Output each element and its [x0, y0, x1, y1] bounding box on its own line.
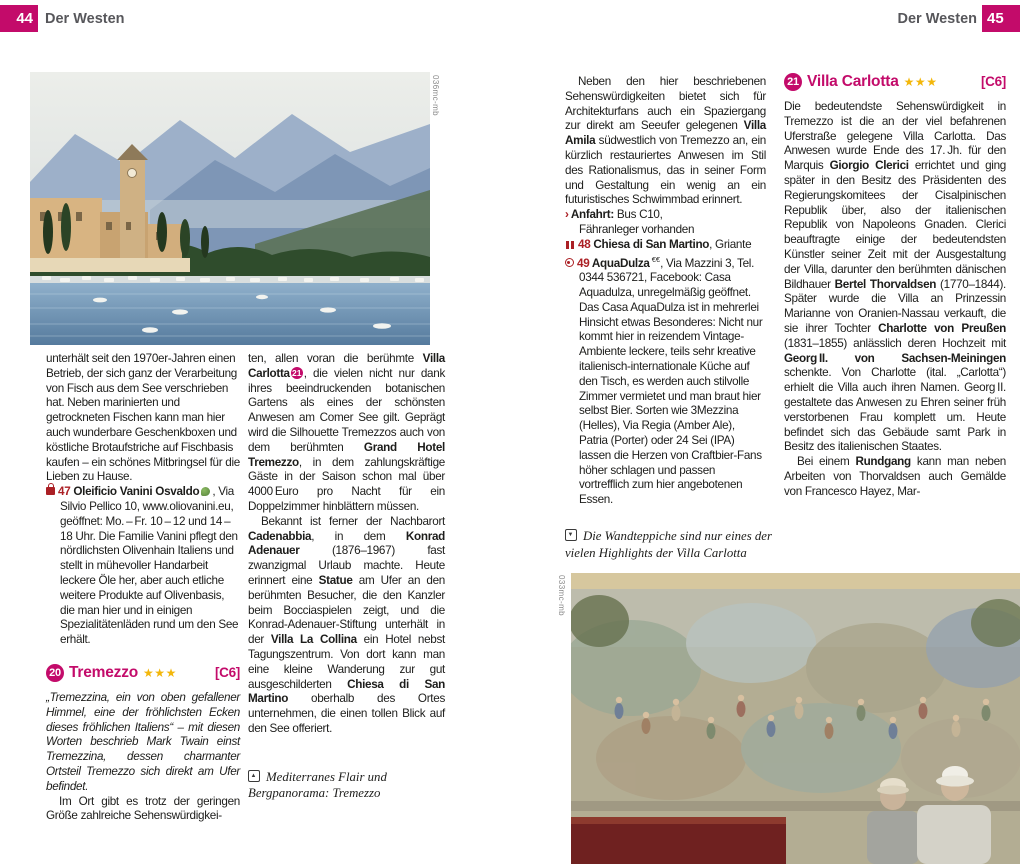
rating-stars: ★★★ — [143, 665, 177, 680]
text-run: Im Ort gibt es trotz der geringen Größe zahlreiche Sehenswürdigkei- — [46, 794, 240, 823]
text-run: Oleificio Vanini Osvaldo — [73, 485, 200, 499]
map-grid-ref: [C6] — [214, 664, 240, 680]
flower-icon — [201, 487, 210, 496]
shopping-bag-icon — [46, 487, 55, 495]
text-run: Villa Carlotta — [248, 352, 445, 380]
text-run: ten, allen voran die berühmte — [248, 352, 423, 365]
text-run: Bekannt ist ferner der Nachbarort — [261, 514, 445, 528]
poi-listing — [565, 253, 766, 508]
paragraph — [565, 75, 766, 208]
text-run: , in dem zahlungskräftige Gäste in der Saison schon mal über 4000 Euro pro Nacht für ein Doppelzimmer hinblättern müssen. — [248, 455, 445, 513]
paragraph — [46, 691, 240, 795]
text-run: Villa La Collina — [270, 633, 357, 647]
text-run: Fähranleger vorhanden — [579, 222, 695, 236]
tapestry-scene-illustration — [571, 573, 1020, 864]
section-heading — [784, 73, 1006, 91]
running-header-right: Der Westen — [897, 11, 977, 27]
text-run: AquaDulza — [591, 256, 650, 270]
lake-scene-illustration — [30, 72, 430, 345]
text-run: Bus C10, — [613, 208, 663, 222]
left-column-1 — [46, 352, 240, 824]
page-number-left: 44 — [0, 5, 38, 32]
text-run: „Tremezzina, ein von oben gefallener Himmel, eine der fröhlichsten Ecken dieses fröhlichen Italiens“ – mit diesen Worten beschrieb Mark Twain einst Tremezzina, dessen charmanter Ortsteil Tremezzo sich direkt am Ufer befindet. — [46, 690, 240, 793]
text-run: oberhalb des Ortes unternehmen, die einen tollen Blick auf den See offeriert. — [248, 692, 445, 735]
paragraph — [46, 352, 240, 485]
chevron-icon: › — [565, 208, 569, 222]
section-title: Tremezzo — [69, 663, 139, 681]
text-run: Statue — [318, 573, 353, 587]
text-run: , Griante — [709, 237, 752, 251]
caption-up-icon — [248, 770, 260, 782]
caption-down-icon — [565, 529, 577, 541]
photo-caption — [565, 528, 779, 561]
section-title: Villa Carlotta — [807, 72, 899, 90]
text-run: , in dem — [311, 529, 406, 543]
text-run: (1831–1855) anlässlich deren Hochzeit mit — [784, 336, 1006, 350]
middle-caption — [565, 528, 779, 561]
section-number-badge: 20 — [46, 664, 64, 682]
text-run: , die vielen nicht nur dank ihres beeindruckenden botanischen Gartens als eines der schönsten Anwesen am Comer See gilt. Geprägt wird die Silhouette Tremezzos auch von dem berühmten — [248, 366, 445, 454]
paragraph — [784, 455, 1006, 499]
text-run: südwestlich von Tremezzo an, ein kürzlich restauriertes Anwesen im Stil des Rationalismus, das in seiner Form und Gestaltung ein wenig an ein futuristisches Schwimmbad erinnert. — [565, 134, 766, 207]
text-run: Neben den hier beschriebenen Sehenswürdigkeiten bietet sich für Architekturfans auch ein Spaziergang zur direkt am Seeufer gelegenen — [565, 75, 766, 133]
text-run: Die Wandteppiche sind nur eines der vielen Highlights der Villa Carlotta — [565, 529, 772, 560]
text-run: Konrad Adenauer — [248, 529, 445, 558]
text-run: Grand Hotel Tremezzo — [248, 440, 445, 469]
text-run: Anfahrt: — [570, 208, 614, 222]
rating-stars: ★★★ — [903, 74, 938, 89]
text-run: (1876–1967) fast zwanzigmal Urlaub machte. Heute erinnert eine — [248, 544, 445, 587]
text-run: ein Hotel nebst Tagungszentrum. Von dort kann man eine kleine Wanderung zur gut ausgeschilderten — [248, 633, 445, 691]
paragraph — [46, 795, 240, 825]
left-column-2 — [248, 352, 445, 802]
section-heading — [46, 664, 240, 682]
paragraph — [248, 515, 445, 737]
page-number-right: 45 — [982, 5, 1020, 32]
text-run: errichtet und ging später in den Besitz des Präsidenten des Regierungskomitees der Cisalpinischen Republik über, also der italienischen Republik von Napoleons Gnaden. Clerici beauftragte einige der bedeutendsten Künstler seiner Zeit mit der Ausgestaltung der Villa, darunter den berühmten dänischen Bildhauer — [784, 159, 1007, 291]
photo-credit-lake: 036mc-mb — [431, 75, 440, 116]
running-header-left: Der Westen — [45, 11, 125, 27]
text-run: (1770–1844). Später wurde die Villa an Prinzessin Marianne von Oranien-Nassau verkauft, die sie ihrer Tochter — [784, 277, 1006, 335]
text-run: am Ufer an den berühmten Besucher, die den Kanzler beim Bocciaspielen zeigt, und die Konrad-Adenauer-Stiftung unterhält in der — [248, 573, 445, 647]
text-run: Chiesa di San Martino — [248, 677, 445, 706]
text-run: Chiesa di San Martino — [593, 237, 710, 251]
text-run: Die bedeutendste Sehenswürdigkeit in Tremezzo ist die an der viel befahrenen Uferstraße gelegene Villa Carlotta. Das Anwesen wurde Ende des 17. Jh. für den Marquis — [784, 100, 1006, 173]
photo-credit-tapestry: 033mc-mb — [557, 575, 566, 616]
map-ref-badge: 21 — [292, 367, 302, 378]
text-run: Charlotte von Preußen — [878, 321, 1006, 335]
text-run: Rundgang — [855, 455, 911, 469]
photo-caption — [248, 769, 445, 802]
text-run: Villa Amila — [565, 119, 766, 148]
map-grid-ref: [C6] — [980, 73, 1006, 89]
poi-listing — [46, 485, 240, 648]
church-icon — [565, 240, 576, 249]
text-run: €€ — [649, 254, 661, 264]
text-run: Bei einem — [797, 455, 856, 469]
text-run: , Via Silvio Pellico 10, www.oliovanini.eu, geöffnet: Mo. – Fr. 10 – 12 und 14 – 18 Uhr. Die Familie Vanini pflegt den nördlichsten Olivenhain Italiens und stellt in mühevoller Handarbeit leckere Öle her, aber auch etliche weitere Produkte auf Olivenbasis, die man hier und in einigen Spezialitätenläden rund um den See erhält. — [60, 485, 239, 647]
villa-carlotta-tapestry-photo — [571, 573, 1020, 864]
right-column — [784, 73, 1006, 500]
text-run: Mediterranes Flair und Bergpanorama: Tremezzo — [248, 769, 387, 801]
text-run: , Via Mazzini 3, Tel. 0344 536721, Facebook: Casa Aquadulza, unregelmäßig geöffnet. Das Casa AquaDulza ist in mehrerlei Hinsicht etwas Besonderes: Nicht nur kommt hier in reizendem Vintage-Ambiente leckere, teils sehr kreative italienisch-internationale Küche auf den Tisch, es werden auch stilvolle Zimmer vermietet und man braut hier selbst Bier. Sorten wie 3Mezzina (Helles), Via Regia (Amber Ale), Patria (Porter) oder 24 Sei (IPA) lassen die Herzen von Craftbier-Fans höher schlagen und passen vortrefflich zum hier angebotenen Essen. — [579, 256, 763, 507]
poi-listing — [565, 208, 766, 238]
text-run: Bertel Thorvaldsen — [834, 277, 937, 291]
paragraph — [784, 100, 1006, 455]
text-run: schenkte. Von Charlotte (ital. „Carlotta“) erhielt die Villa auch ihren Namen. Georg II. gestaltete das Anwesen zu Ehren seiner früh verstorbenen Frau komplett um. Heute befindet sich das Gebäude samt Park in Besitz des italienischen Staates. — [784, 366, 1006, 454]
text-run: 47 — [58, 485, 74, 499]
drink-icon — [565, 258, 574, 267]
text-run: Georg II. von Sachsen-Meiningen — [784, 351, 1006, 365]
text-run: unterhält seit den 1970er-Jahren einen Betrieb, der sich ganz der Verarbeitung von Fisch aus dem See verschrieben hat. Neben marinierten und getrockneten Fischen kann man hier auch wunderbare Geschenkboxen und köstliche Brotaufstriche auf Fischbasis kaufen – ein schönes Mitbringsel für die Lieben zu Hause. — [46, 352, 240, 484]
middle-column — [565, 75, 766, 508]
text-run: kann man neben Arbeiten von Thorvaldsen auch Gemälde von Francesco Hayez, Mar- — [784, 455, 1006, 498]
text-run: Giorgio Clerici — [829, 159, 909, 173]
paragraph — [248, 352, 445, 515]
poi-listing — [565, 238, 766, 253]
text-run: Cadenabbia — [248, 529, 312, 543]
lake-como-photo — [30, 72, 430, 345]
text-run: 48 — [578, 237, 594, 251]
section-number-badge: 21 — [784, 73, 802, 91]
text-run: 49 — [577, 256, 592, 270]
